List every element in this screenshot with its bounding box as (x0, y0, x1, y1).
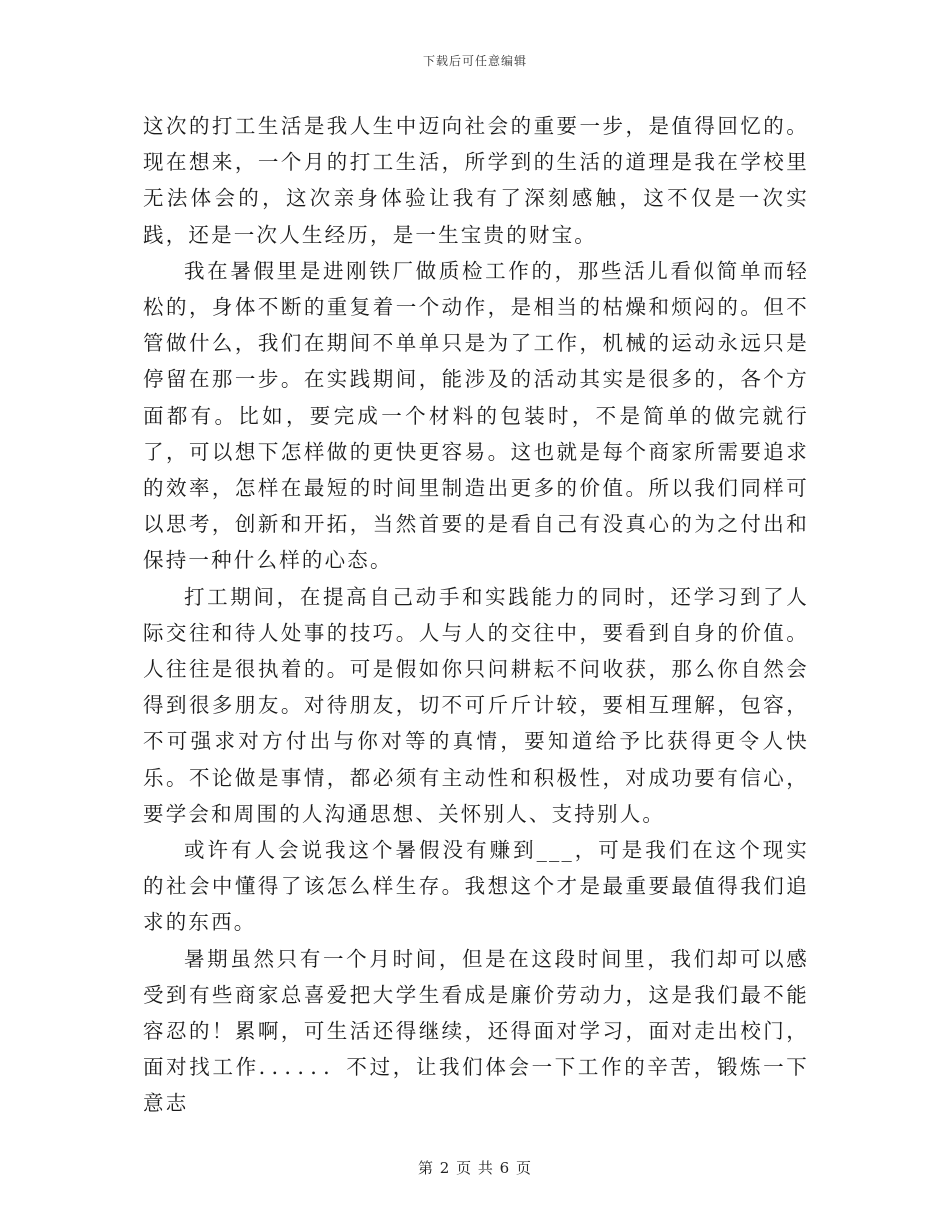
page-number: 第 2 页 共 6 页 (418, 1159, 532, 1177)
paragraph-1: 这次的打工生活是我人生中迈向社会的重要一步，是值得回忆的。现在想来，一个月的打工生活，所学到的生活的道理是我在学校里无法体会的，这次亲身体验让我有了深刻感触，这不仅是一次实践，还是一次人生经历，是一生宝贵的财宝。 (143, 114, 809, 247)
page-header-note: 下载后可任意编辑 (422, 54, 527, 68)
paragraph-4: 或许有人会说我这个暑假没有赚到___，可是我们在这个现实的社会中懂得了该怎么样生存。我想这个才是最重要最值得我们追求的东西。 (143, 838, 809, 935)
paragraph-3: 打工期间，在提高自己动手和实践能力的同时，还学习到了人际交往和待人处事的技巧。人与人的交往中，要看到自身的价值。人往往是很执着的。可是假如你只问耕耘不问收获，那么你自然会得到很多朋友。对待朋友，切不可斤斤计较，要相互理解，包容，不可强求对方付出与你对等的真情，要知道给予比获得更令人快乐。不论做是事情，都必须有主动性和积极性，对成功要有信心，要学会和周围的人沟通思想、关怀别人、支持别人。 (143, 584, 809, 826)
paragraph-2: 我在暑假里是进刚铁厂做质检工作的，那些活儿看似简单而轻松的，身体不断的重复着一个动作，是相当的枯燥和烦闷的。但不管做什么，我们在期间不单单只是为了工作，机械的运动永远只是停留在那一步。在实践期间，能涉及的活动其实是很多的，各个方面都有。比如，要完成一个材料的包装时，不是简单的做完就行了，可以想下怎样做的更快更容易。这也就是每个商家所需要追求的效率，怎样在最短的时间里制造出更多的价值。所以我们同样可以思考，创新和开拓，当然首要的是看自己有没真心的为之付出和保持一种什么样的心态。 (143, 258, 809, 573)
document-body (143, 108, 809, 1122)
paragraph-5: 暑期虽然只有一个月时间，但是在这段时间里，我们却可以感受到有些商家总喜爱把大学生看成是廉价劳动力，这是我们最不能容忍的！累啊，可生活还得继续，还得面对学习，面对走出校门，面对找工作．．．．．．不过，让我们体会一下工作的辛苦，锻炼一下意志 (143, 946, 809, 1116)
